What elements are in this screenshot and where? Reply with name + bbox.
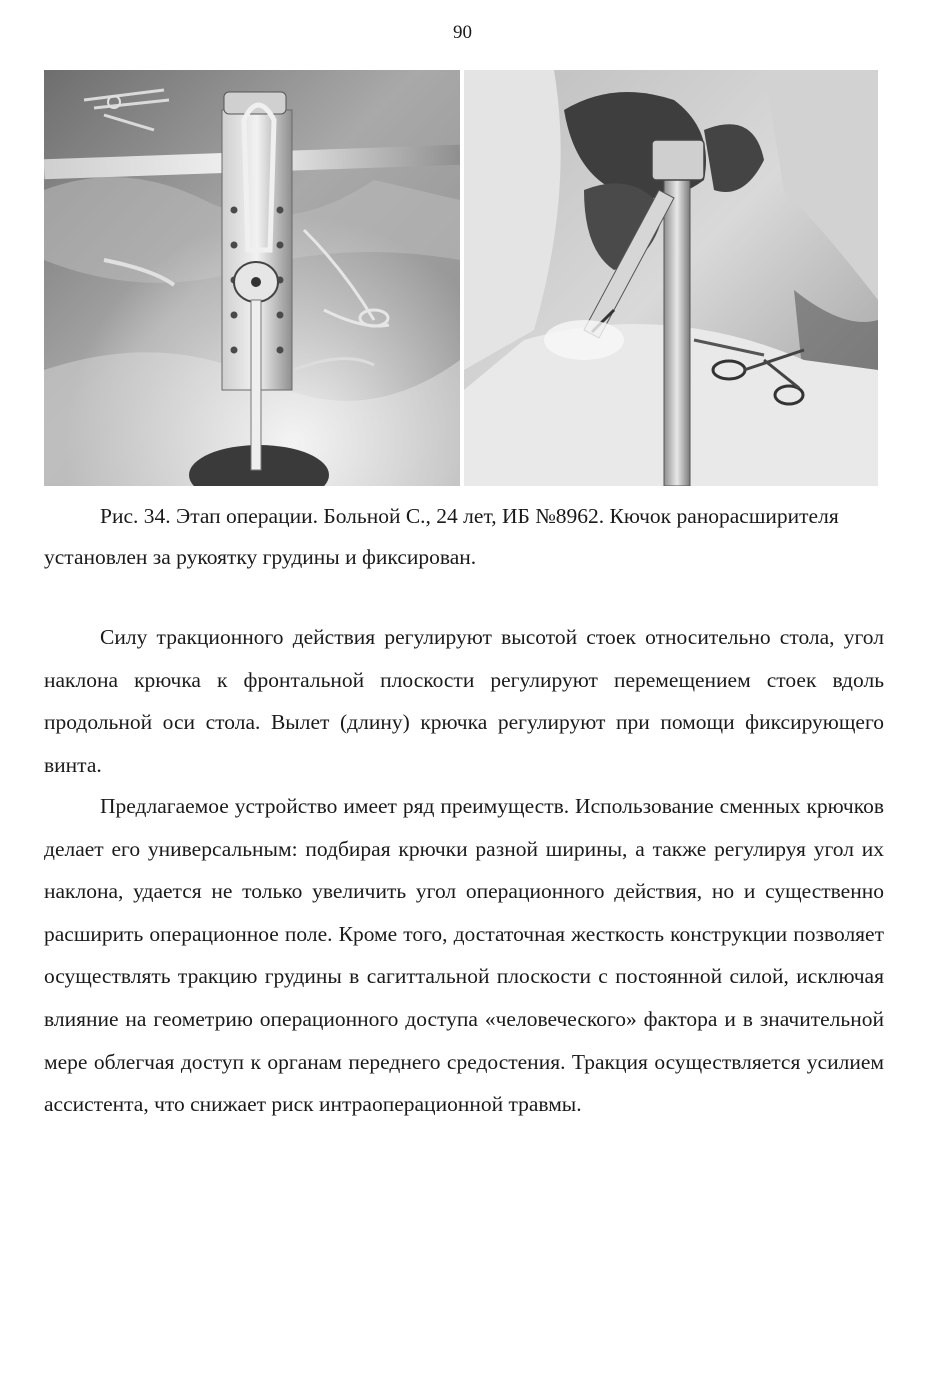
surgeon-hands-photo bbox=[464, 70, 878, 486]
body-paragraph: Предлагаемое устройство имеет ряд преимуществ. Использование сменных крючков делает его универсальным: подбирая крючки разной ширины, а также регулируя угол их наклона, удается не только увеличить угол операционного действия, но и существенно расширить операционное поле. Кроме того, достаточная жесткость конструкции позволяет осуществлять тракцию грудины в сагиттальной плоскости с постоянной силой, исключая влияние на геометрию операционного доступа «человеческого» фактора и в значительной мере облегчая доступ к органам переднего средостения. Тракция осуществляется усилием ассистента, что снижает риск интраоперационной травмы. bbox=[44, 794, 884, 1117]
page-number: 90 bbox=[453, 22, 472, 43]
retractor-stand-photo bbox=[44, 70, 460, 486]
figure-photo-right bbox=[464, 70, 878, 486]
figure-caption: Рис. 34. Этап операции. Больной С., 24 лет, ИБ №8962. Кючок ранорасширителя установлен за рукоятку грудины и фиксирован. bbox=[44, 504, 839, 569]
body-paragraph: Силу тракционного действия регулируют высотой стоек относительно стола, угол наклона крючка к фронтальной плоскости регулируют перемещением стоек вдоль продольной оси стола. Вылет (длину) крючка регулируют при помощи фиксирующего винта. bbox=[44, 625, 884, 777]
figure-photo-left bbox=[44, 70, 460, 486]
